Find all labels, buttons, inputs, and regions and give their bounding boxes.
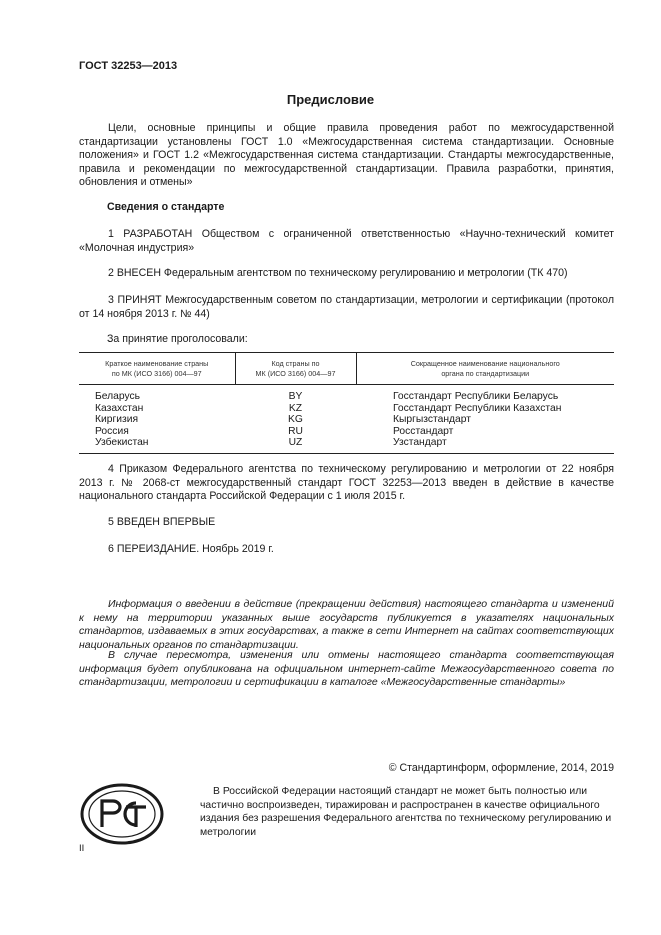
section-title: Сведения о стандарте [107, 201, 225, 213]
standard-id: ГОСТ 32253—2013 [79, 60, 178, 72]
agency-cell: Госстандарт Республики Беларусь [393, 391, 559, 402]
table-row [79, 437, 614, 453]
code-cell: RU [288, 425, 303, 437]
header-standards-body: Сокращенное наименование национального органа по стандартизации [356, 353, 614, 385]
agency-cell: Росстандарт [393, 425, 454, 437]
rst-logo [80, 783, 164, 845]
country-cell: Беларусь [95, 391, 141, 402]
agency-cell: Узстандарт [356, 437, 614, 453]
item-6: 6 ПЕРЕИЗДАНИЕ. Ноябрь 2019 г. [108, 543, 274, 555]
voted-label: За принятие проголосовали: [107, 333, 248, 345]
country-cell: Узбекистан [79, 437, 235, 453]
info-paragraph-2: В случае пересмотра, изменения или отмены настоящего стандарта соответствующая информация будет опубликована на официальном интернет-сайте Межгосударственного совета по стандартизации, метрологии и сертификации в каталоге «Межгосударственные стандарты» [79, 649, 614, 688]
header-country-name: Краткое наименование страны по МК (ИСО 3166) 004—97 [79, 353, 235, 385]
country-cell: Казахстан [95, 402, 144, 414]
table-row [79, 414, 614, 426]
page-number: II [79, 843, 85, 854]
table-row [79, 426, 614, 438]
intro-paragraph: Цели, основные принципы и общие правила проведения работ по межгосударственной стандартизации установлены ГОСТ 1.0 «Межгосударственная система стандартизации. Основные положения» и ГОСТ 1.2 «Межгосударственная система стандартизации. Стандарты межгосударственные, правила и рекомендации по межгосударственной стандартизации. Правила разработки, принятия, обновления и отмены» [79, 122, 614, 188]
page-title: Предисловие [286, 92, 375, 107]
code-cell: KZ [288, 402, 303, 414]
item-5: 5 ВВЕДЕН ВПЕРВЫЕ [108, 516, 216, 528]
item-4: 4 Приказом Федерального агентства по техническому регулированию и метрологии от 22 ноября 2013 г. № 2068-ст межгосударственный стандарт ГОСТ 32253—2013 введен в действие в качестве национального стандарта Российской Федерации с 1 июля 2015 г. [79, 463, 614, 502]
agency-cell: Госстандарт Республики Казахстан [393, 402, 562, 414]
copyright-notice: В Российской Федерации настоящий стандарт не может быть полностью или частично воспроизведен, тиражирован и распространен в качестве официального издания без разрешения Федерального агентства по техническому регулированию и метрологии [200, 786, 612, 838]
item-2: 2 ВНЕСЕН Федеральным агентством по техническому регулированию и метрологии (ТК 470) [108, 267, 568, 279]
header-country-code: Код страны по МК (ИСО 3166) 004—97 [235, 353, 356, 385]
country-cell: Киргизия [95, 414, 139, 425]
agreement-table [79, 352, 614, 454]
item-3: 3 ПРИНЯТ Межгосударственным советом по стандартизации, метрологии и сертификации (протокол от 14 ноября 2013 г. № 44) [79, 294, 614, 320]
agency-cell: Кыргызстандарт [393, 414, 472, 425]
info-paragraph-1: Информация о введении в действие (прекращении действия) настоящего стандарта и изменений к нему на территории указанных выше государств публикуется в указателях национальных стандартов, издаваемых в этих государствах, а также в сети Интернет на сайтах соответствующих национальных органов по стандартизации. [79, 598, 614, 651]
code-cell: UZ [235, 437, 356, 453]
code-cell: KG [288, 414, 303, 425]
country-cell: Россия [95, 425, 129, 437]
copyright-line: © Стандартинформ, оформление, 2014, 2019 [388, 762, 614, 774]
table-header-row [79, 353, 614, 385]
item-1: 1 РАЗРАБОТАН Обществом с ограниченной ответственностью «Научно-технический комитет «Молочная индустрия» [79, 228, 614, 254]
code-cell: BY [288, 391, 303, 402]
table-row [79, 385, 614, 403]
table-row [79, 403, 614, 415]
